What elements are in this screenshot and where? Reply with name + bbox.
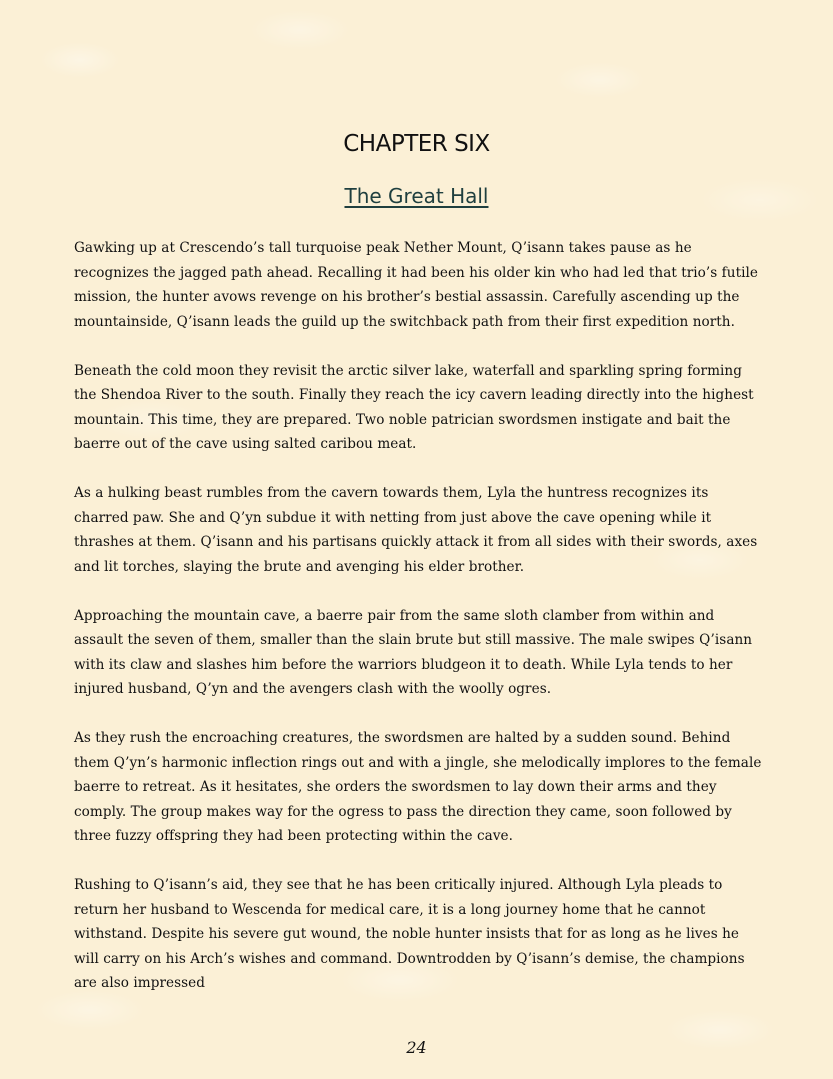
paragraph: Approaching the mountain cave, a baerre pair from the same sloth clamber from within and assault the seven of them, smaller than the slain brute but still massive. The male swipes Q’isann with its claw and slashes him before the warriors bludgeon it to death. While Lyla tends to her injured husband, Q’yn and the avengers clash with the woolly ogres. [74, 607, 753, 697]
paragraph: Gawking up at Crescendo’s tall turquoise peak Nether Mount, Q’isann takes pause as he recognizes the jagged path ahead. Recalling it had been his older kin who had led that trio’s futile mission, the hunter avows revenge on his brother’s bestial assassin. Carefully ascending up the mountainside, Q’isann leads the guild up the switchback path from their first expedition north. [74, 240, 758, 330]
paragraph: As they rush the encroaching creatures, the swordsmen are halted by a sudden sound. Behind them Q’yn’s harmonic inflection rings out and with a jingle, she melodically implores to the female baerre to retreat. As it hesitates, she orders the swordsmen to lay down their arms and they comply. The group makes way for the ogress to pass the direction they came, soon followed by three fuzzy offspring they had been protecting within the cave. [74, 730, 762, 844]
chapter-title: CHAPTER SIX [343, 131, 490, 157]
paragraph: Rushing to Q’isann’s aid, they see that he has been critically injured. Although Lyla pleads to return her husband to Wescenda for medical care, it is a long journey home that he cannot withstand. Despite his severe gut wound, the noble hunter insists that for as long as he lives he will carry on his Arch’s wishes and command. Downtrodden by Q’isann’s demise, the champions are also impressed [74, 877, 745, 991]
paragraph: Beneath the cold moon they revisit the arctic silver lake, waterfall and sparkling spring forming the Shendoa River to the south. Finally they reach the icy cavern leading directly into the highest mountain. This time, they are prepared. Two noble patrician swordsmen instigate and bait the baerre out of the cave using salted caribou meat. [74, 362, 754, 452]
body-text [74, 236, 764, 1020]
chapter-subtitle: The Great Hall [344, 184, 489, 208]
page-number: 24 [406, 1038, 427, 1057]
paragraph: As a hulking beast rumbles from the cavern towards them, Lyla the huntress recognizes its charred paw. She and Q’yn subdue it with netting from just above the cave opening while it thrashes at them. Q’isann and his partisans quickly attack it from all sides with their swords, axes and lit torches, slaying the brute and avenging his elder brother. [74, 485, 758, 575]
